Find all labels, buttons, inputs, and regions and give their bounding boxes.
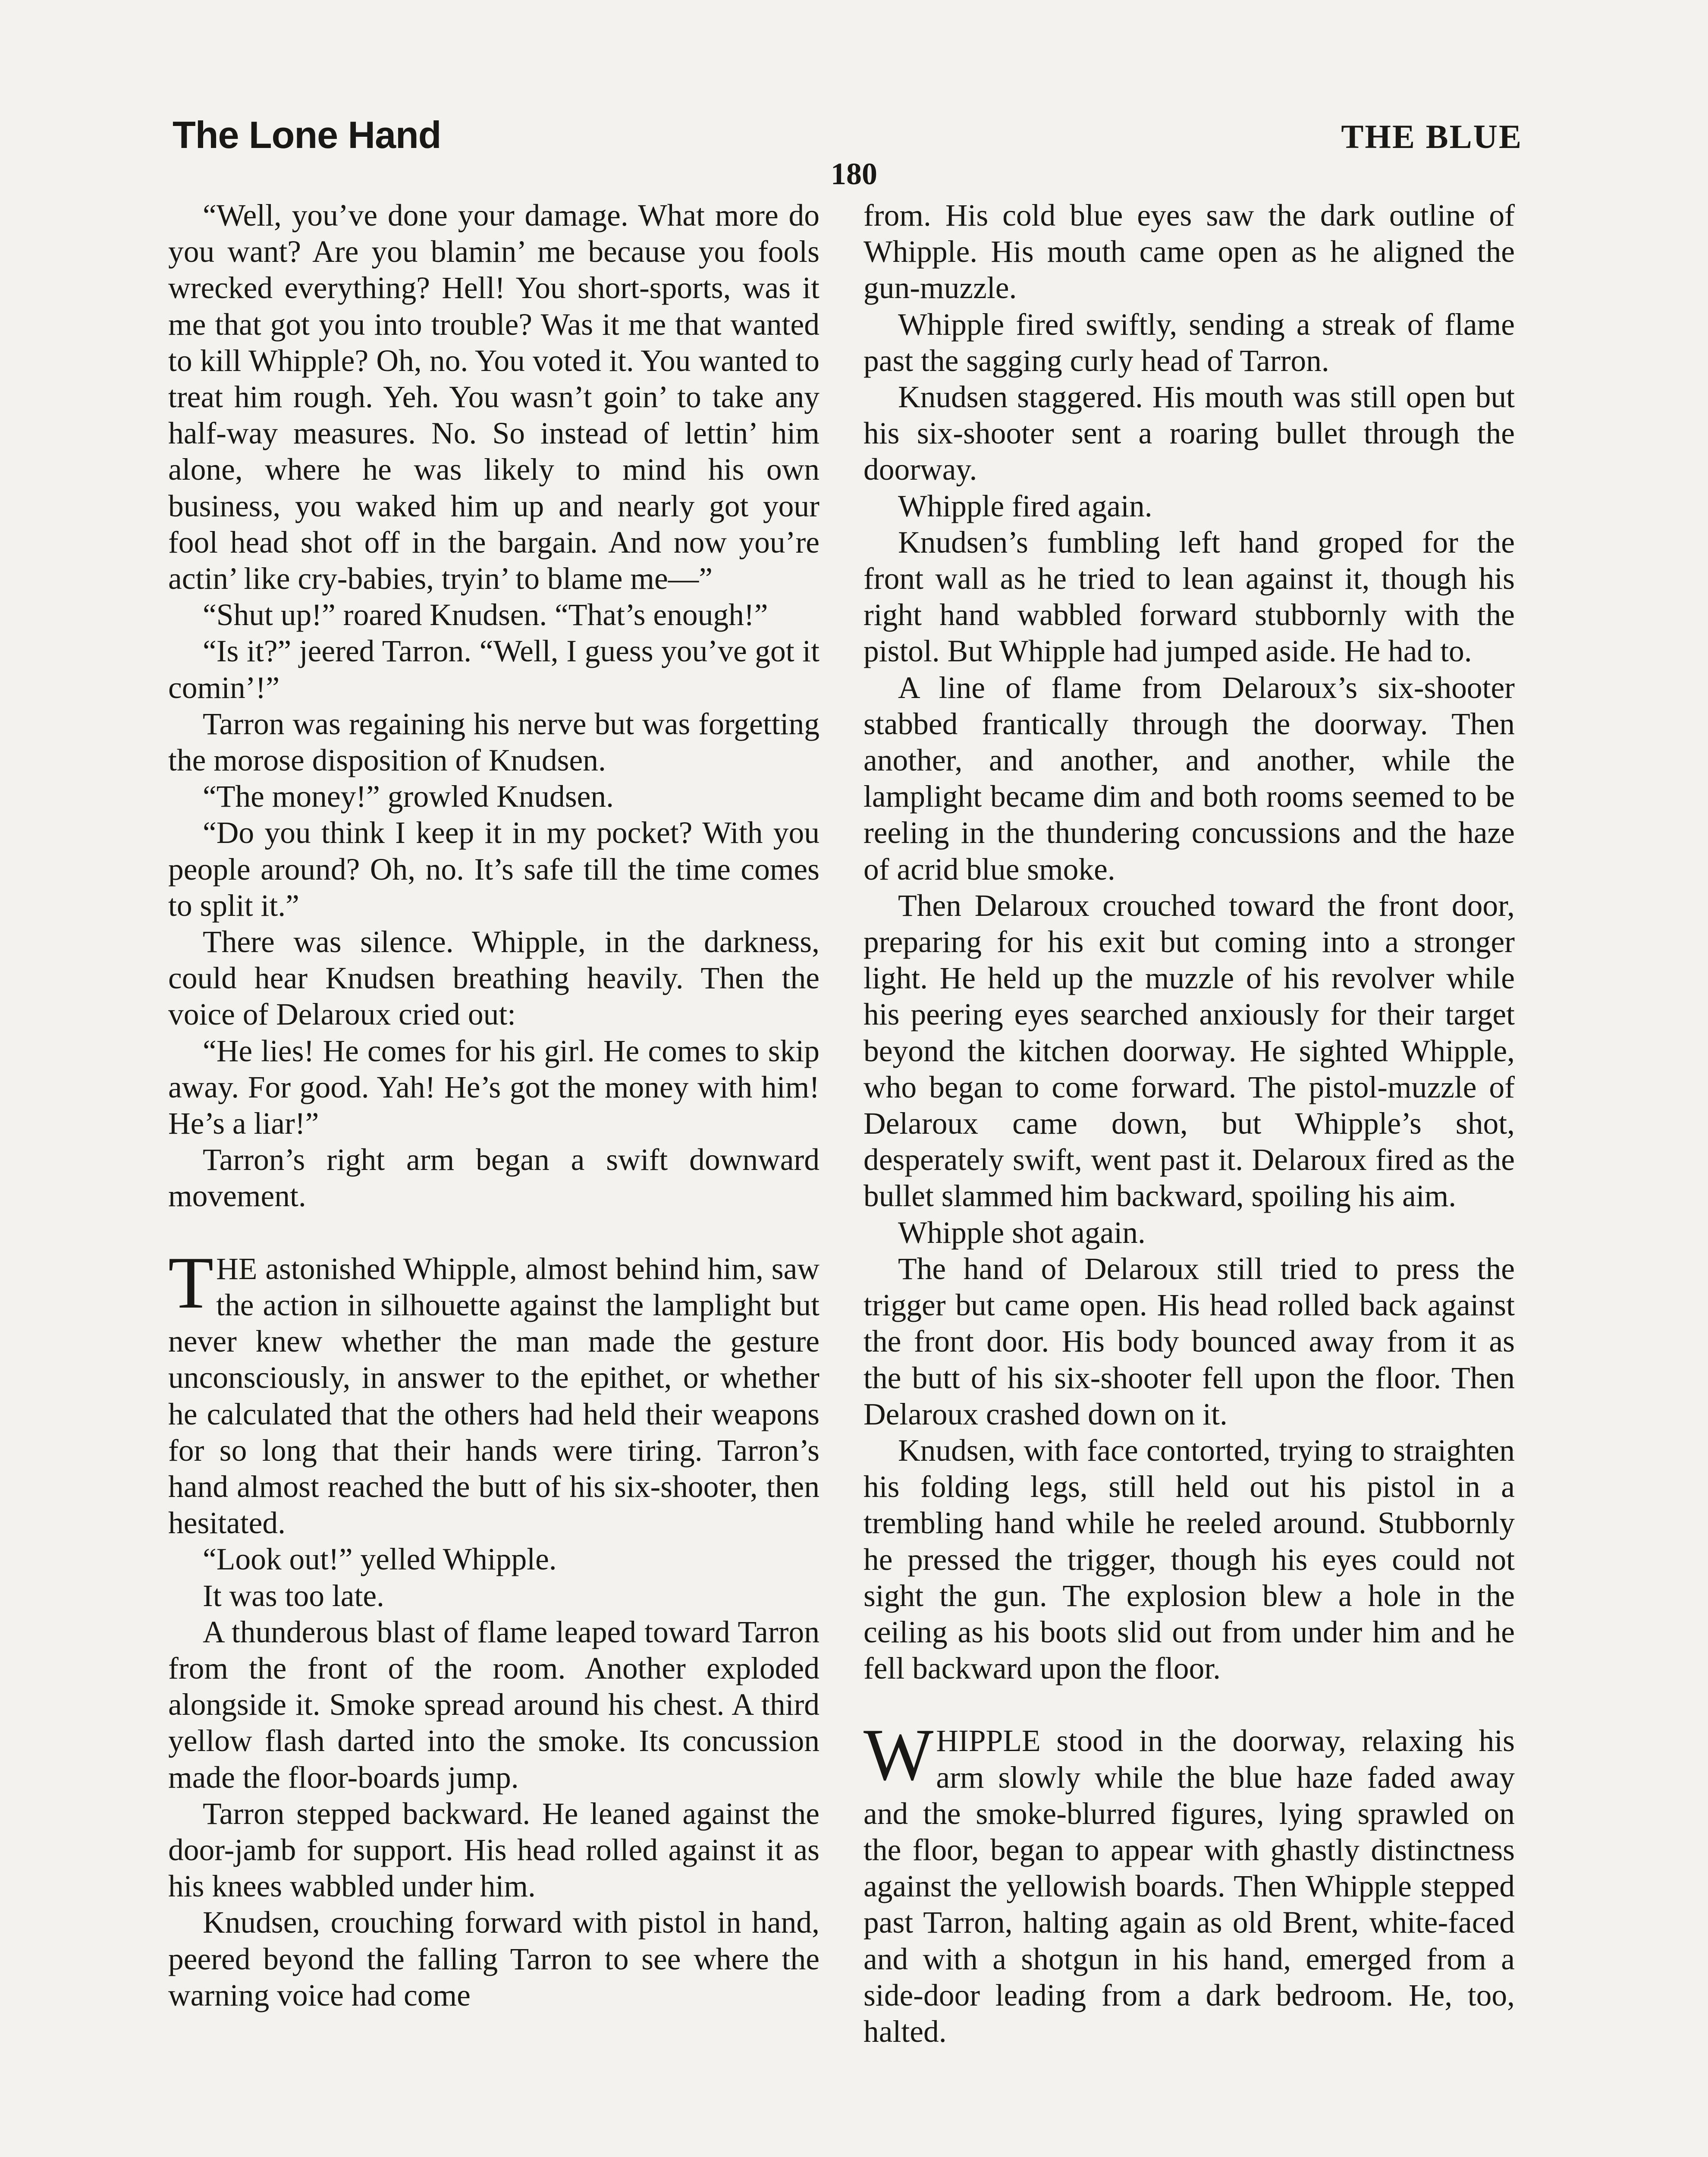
magazine-title: The Lone Hand [173, 113, 441, 156]
paragraph: A line of flame from Delaroux’s six-shooter stabbed frantically through the doorway. Then another, and another, and another, while the lamplight became dim and both rooms seemed to be reeling in the thundering concussions and the haze of acrid blue smoke. [863, 670, 1515, 887]
paragraph: Knudsen staggered. His mouth was still open but his six-shooter sent a roaring bullet through the doorway. [863, 380, 1515, 487]
paragraph-text: HE astonished Whipple, almost behind him, saw the action in silhouette against the lamplight but never knew whether the man made the gesture unconsciously, in answer to the epithet, or whether he calculated that the others had held their weapons for so long that their hands were tiring. Tarron’s hand almost reached the butt of his six-shooter, then hesitated. [168, 1251, 819, 1541]
paragraph: Whipple fired again. [898, 489, 1152, 523]
paragraph: A thunderous blast of flame leaped toward Tarron from the front of the room. Another exploded alongside it. Smoke spread around his chest. A third yellow flash darted into the smoke. Its concussion made the floor-boards jump. [168, 1615, 819, 1795]
paragraph: Then Delaroux crouched toward the front door, preparing for his exit but coming into a stronger light. He held up the muzzle of his revolver while his peering eyes searched anxiously for their target beyond the kitchen doorway. He sighted Whipple, who began to come forward. The pistol-muzzle of Delaroux came down, but Whipple’s shot, desperately swift, went past it. Delaroux fired as the bullet slammed him backward, spoiling his aim. [863, 888, 1515, 1214]
paragraph: Tarron’s right arm began a swift downward movement. [168, 1143, 819, 1214]
paragraph: Knudsen, crouching forward with pistol in hand, peered beyond the falling Tarron to see where the warning voice had come [168, 1905, 819, 2012]
paragraph-text: HIPPLE stood in the doorway, relaxing his arm slowly while the blue haze faded away and the smoke-blurred figures, lying sprawled on the floor, began to appear with ghastly distinctness against the yellowish boards. Then Whipple stepped past Tarron, halting again as old Brent, white-faced and with a shotgun in his hand, emerged from a side-door leading from a dark bedroom. He, too, halted. [863, 1724, 1515, 2049]
left-column [168, 198, 819, 2014]
paragraph: Whipple fired swiftly, sending a streak of flame past the sagging curly head of Tarron. [863, 307, 1515, 378]
page-number: 180 [831, 157, 877, 191]
right-column [863, 198, 1515, 2050]
section-opening-paragraph [168, 1242, 819, 1542]
paragraph: “Do you think I keep it in my pocket? With you people around? Oh, no. It’s safe till the time comes to split it.” [168, 816, 819, 923]
paragraph: The hand of Delaroux still tried to press the trigger but came open. His head rolled back against the front door. His body bounced away from it as the butt of his six-shooter fell upon the floor. Then Delaroux crashed down on it. [863, 1251, 1515, 1431]
story-title: THE BLUE [1341, 118, 1523, 155]
paragraph: Knudsen, with face contorted, trying to straighten his folding legs, still held out his pistol in a trembling hand while he reeled around. Stubbornly he pressed the trigger, though his eyes could not sight the gun. The explosion blew a hole in the ceiling as his boots slid out from under him and he fell backward upon the floor. [863, 1433, 1515, 1686]
drop-cap: W [863, 1714, 934, 1796]
paragraph: There was silence. Whipple, in the darkness, could hear Knudsen breathing heavily. Then the voice of Delaroux cried out: [168, 925, 819, 1032]
paragraph: Knudsen’s fumbling left hand groped for the front wall as he tried to lean against it, though his right hand wabbled forward stubbornly with the pistol. But Whipple had jumped aside. He had to. [863, 525, 1515, 669]
paragraph: “The money!” growled Knudsen. [203, 780, 614, 814]
section-opening-paragraph [863, 1714, 1515, 2050]
paragraph: “Look out!” yelled Whipple. [203, 1542, 557, 1577]
paragraph: “He lies! He comes for his girl. He comes to skip away. For good. Yah! He’s got the money with him! He’s a liar!” [168, 1034, 819, 1141]
paragraph: Whipple shot again. [898, 1215, 1146, 1250]
paragraph: from. His cold blue eyes saw the dark outline of Whipple. His mouth came open as he aligned the gun-muzzle. [863, 198, 1515, 305]
paragraph: “Is it?” jeered Tarron. “Well, I guess you’ve got it comin’!” [168, 634, 819, 705]
paragraph: “Shut up!” roared Knudsen. “That’s enough!” [203, 598, 768, 632]
drop-cap: T [168, 1242, 214, 1324]
paragraph: It was too late. [203, 1578, 384, 1613]
paragraph: Tarron was regaining his nerve but was forgetting the morose disposition of Knudsen. [168, 707, 819, 778]
paragraph: “Well, you’ve done your damage. What more do you want? Are you blamin’ me because you fools wrecked everything? Hell! You short-sports, was it me that got you into trouble? Was it me that wanted to kill Whipple? Oh, no. You voted it. You wanted to treat him rough. Yeh. You wasn’t goin’ to take any half-way measures. No. So instead of lettin’ him alone, where he was likely to mind his own business, you waked him up and nearly got your fool head shot off in the bargain. And now you’re actin’ like cry-babies, tryin’ to blame me—” [168, 198, 819, 596]
paragraph: Tarron stepped backward. He leaned against the door-jamb for support. His head rolled against it as his knees wabbled under him. [168, 1796, 819, 1904]
